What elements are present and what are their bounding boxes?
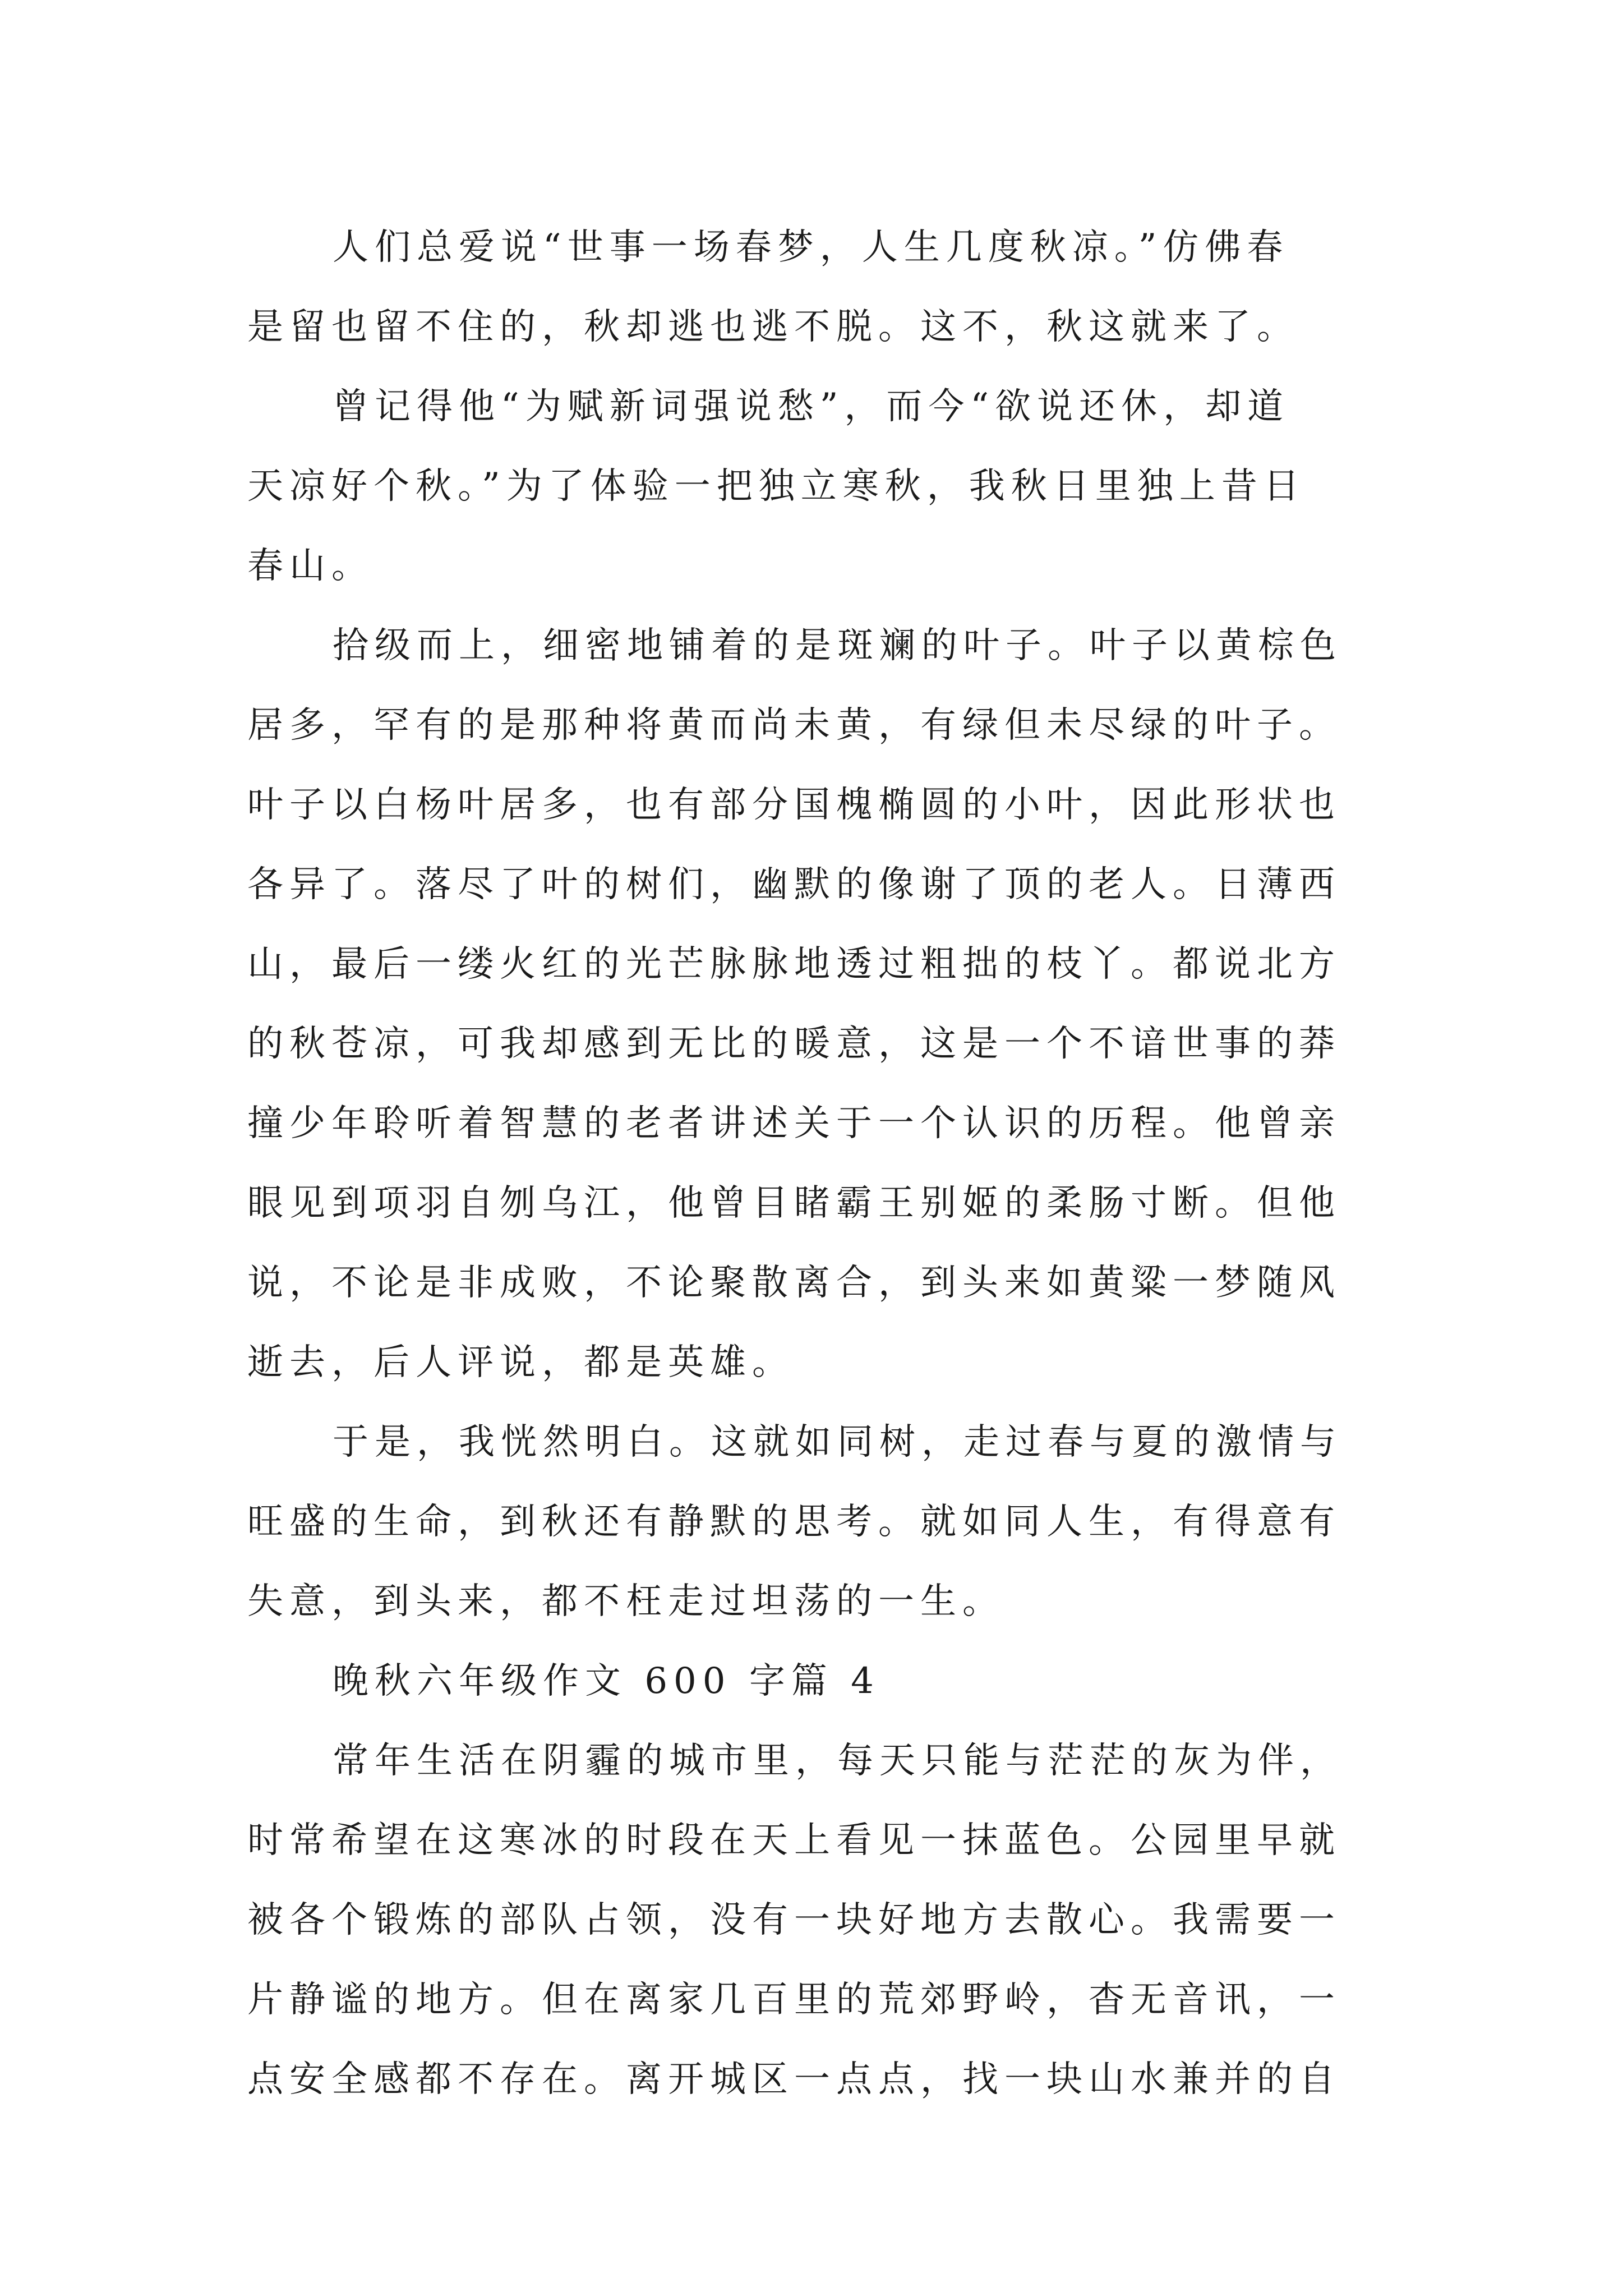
text-line: 居多，罕有的是那种将黄而尚未黄，有绿但未尽绿的叶子。	[247, 705, 1341, 746]
text-line: 曾记得他“为赋新词强说愁”，而今“欲说还休，却道	[333, 386, 1290, 427]
text-line: 说，不论是非成败，不论聚散离合，到头来如黄粱一梦随风	[247, 1262, 1341, 1304]
text-line: 叶子以白杨叶居多，也有部分国槐椭圆的小叶，因此形状也	[247, 784, 1341, 826]
text-line: 是留也留不住的，秋却逃也逃不脱。这不，秋这就来了。	[247, 306, 1299, 348]
text-line: 人们总爱说“世事一场春梦，人生几度秋凉。”仿佛春	[333, 227, 1289, 268]
text-line: 常年生活在阴霾的城市里，每天只能与茫茫的灰为伴，	[333, 1740, 1342, 1782]
text-line: 的秋苍凉，可我却感到无比的暖意，这是一个不谙世事的莽	[247, 1023, 1341, 1065]
text-line: 眼见到项羽自刎乌江，他曾目睹霸王别姬的柔肠寸断。但他	[247, 1182, 1341, 1224]
text-line: 旺盛的生命，到秋还有静默的思考。就如同人生，有得意有	[247, 1501, 1341, 1543]
text-line: 被各个锻炼的部队占领，没有一块好地方去散心。我需要一	[247, 1899, 1341, 1941]
text-line: 撞少年聆听着智慧的老者讲述关于一个认识的历程。他曾亲	[247, 1103, 1341, 1144]
section-heading: 晚秋六年级作文 600 字篇 4	[333, 1660, 880, 1702]
text-line: 春山。	[247, 545, 374, 587]
text-line: 拾级而上，细密地铺着的是斑斓的叶子。叶子以黄棕色	[333, 625, 1342, 666]
document-body	[247, 208, 1391, 2119]
text-line: 失意，到头来，都不枉走过坦荡的一生。	[247, 1581, 1004, 1622]
text-line: 时常希望在这寒冰的时段在天上看见一抹蓝色。公园里早就	[247, 1820, 1341, 1861]
text-line: 天凉好个秋。”为了体验一把独立寒秋，我秋日里独上昔日	[247, 466, 1306, 507]
text-line: 点安全感都不存在。离开城区一点点，找一块山水兼并的自	[247, 2059, 1341, 2100]
text-line: 各异了。落尽了叶的树们，幽默的像谢了顶的老人。日薄西	[247, 864, 1341, 905]
text-line: 逝去，后人评说，都是英雄。	[247, 1342, 794, 1383]
text-line: 片静谧的地方。但在离家几百里的荒郊野岭，杳无音讯，一	[247, 1979, 1341, 2021]
text-line: 山，最后一缕火红的光芒脉脉地透过粗拙的枝丫。都说北方	[247, 944, 1341, 985]
text-line: 于是，我恍然明白。这就如同树，走过春与夏的激情与	[333, 1421, 1342, 1463]
